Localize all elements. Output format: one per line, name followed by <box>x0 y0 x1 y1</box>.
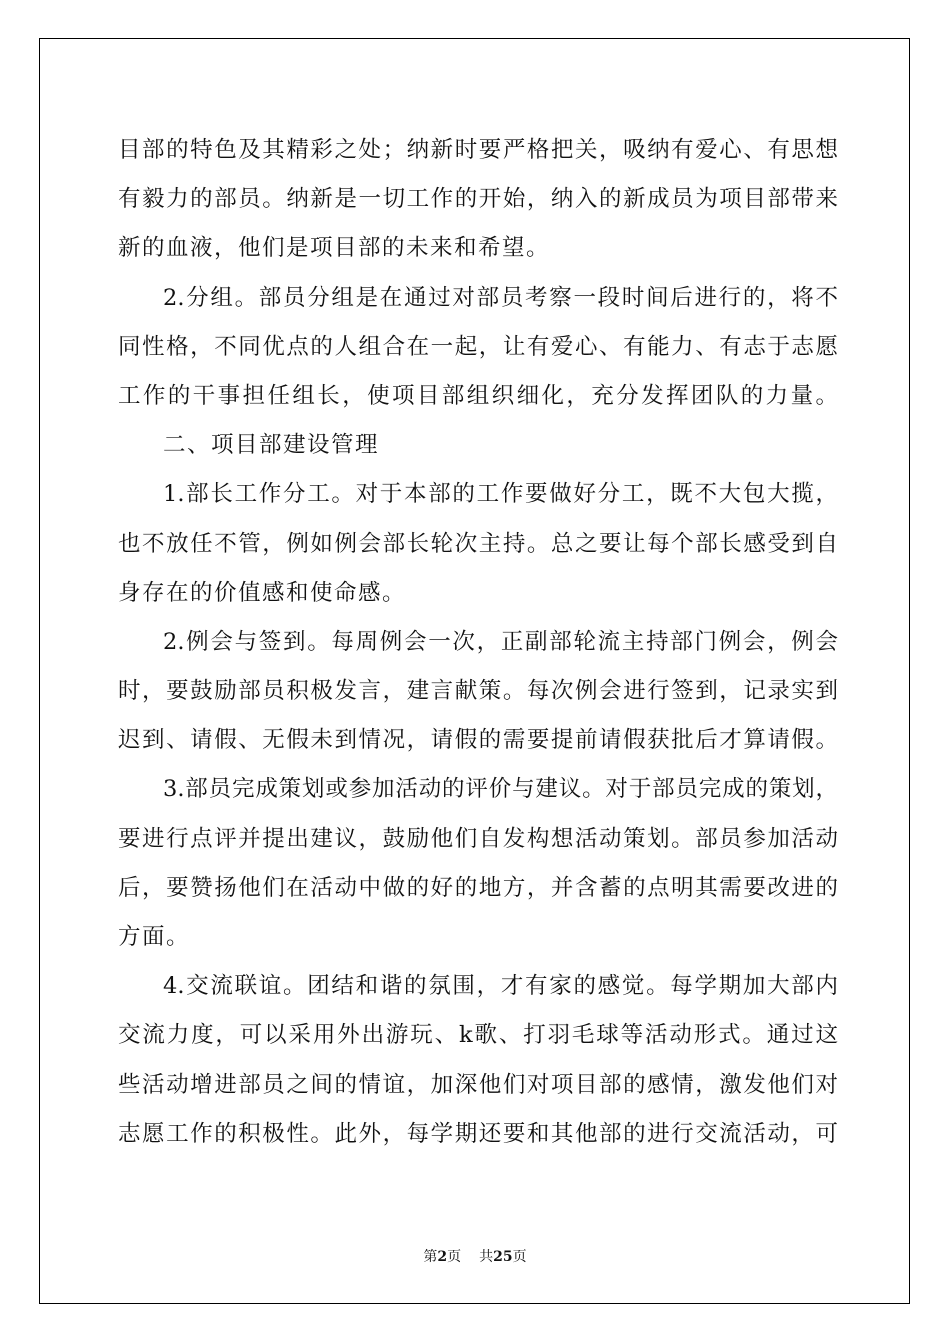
text-line-20: 些活动增进部员之间的情谊，加深他们对项目部的感情，激发他们对 <box>118 1071 838 1098</box>
text-line-21: 志愿工作的积极性。此外，每学期还要和其他部的进行交流活动，可 <box>118 1120 838 1147</box>
footer-page-number: 2 <box>437 1249 448 1265</box>
text-line-8: 1.部长工作分工。对于本部的工作要做好分工，既不大包大揽， <box>163 481 838 508</box>
page-footer <box>0 1246 950 1266</box>
text-line-6: 工作的干事担任组长，使项目部组织细化，充分发挥团队的力量。 <box>118 382 838 409</box>
text-line-5: 同性格，不同优点的人组合在一起，让有爱心、有能力、有志于志愿 <box>118 333 838 360</box>
text-line-16: 后，要赞扬他们在活动中做的好的地方，并含蓄的点明其需要改进的 <box>118 874 838 901</box>
footer-page-suffix: 页 <box>447 1249 462 1265</box>
footer-prefix: 第 <box>423 1249 438 1265</box>
section-heading: 二、项目部建设管理 <box>163 432 380 459</box>
footer-total-suffix: 页 <box>512 1249 527 1265</box>
text-line-11: 2.例会与签到。每周例会一次，正副部轮流主持部门例会，例会 <box>163 628 838 655</box>
text-line-18: 4.交流联谊。团结和谐的氛围，才有家的感觉。每学期加大部内 <box>163 973 838 1000</box>
text-line-12: 时，要鼓励部员积极发言，建言献策。每次例会进行签到，记录实到 <box>118 678 838 705</box>
footer-total-pages: 25 <box>493 1249 513 1265</box>
document-body <box>118 126 838 1159</box>
text-line-14: 3.部员完成策划或参加活动的评价与建议。对于部员完成的策划， <box>163 776 838 803</box>
text-line-17: 方面。 <box>118 924 191 950</box>
text-line-2: 有毅力的部员。纳新是一切工作的开始，纳入的新成员为项目部带来 <box>118 186 838 213</box>
text-line-15: 要进行点评并提出建议，鼓励他们自发构想活动策划。部员参加活动 <box>118 825 838 852</box>
text-line-1: 目部的特色及其精彩之处；纳新时要严格把关，吸纳有爱心、有思想 <box>118 137 838 163</box>
footer-total-prefix: 共 <box>479 1249 494 1265</box>
text-line-10: 身存在的价值感和使命感。 <box>118 579 407 606</box>
text-line-13: 迟到、请假、无假未到情况，请假的需要提前请假获批后才算请假。 <box>118 727 838 754</box>
text-line-9: 也不放任不管，例如例会部长轮次主持。总之要让每个部长感受到自 <box>118 530 838 557</box>
text-line-19: 交流力度，可以采用外出游玩、k歌、打羽毛球等活动形式。通过这 <box>118 1022 838 1049</box>
text-line-3: 新的血液，他们是项目部的未来和希望。 <box>118 235 551 262</box>
text-line-4: 2.分组。部员分组是在通过对部员考察一段时间后进行的，将不 <box>163 284 838 311</box>
